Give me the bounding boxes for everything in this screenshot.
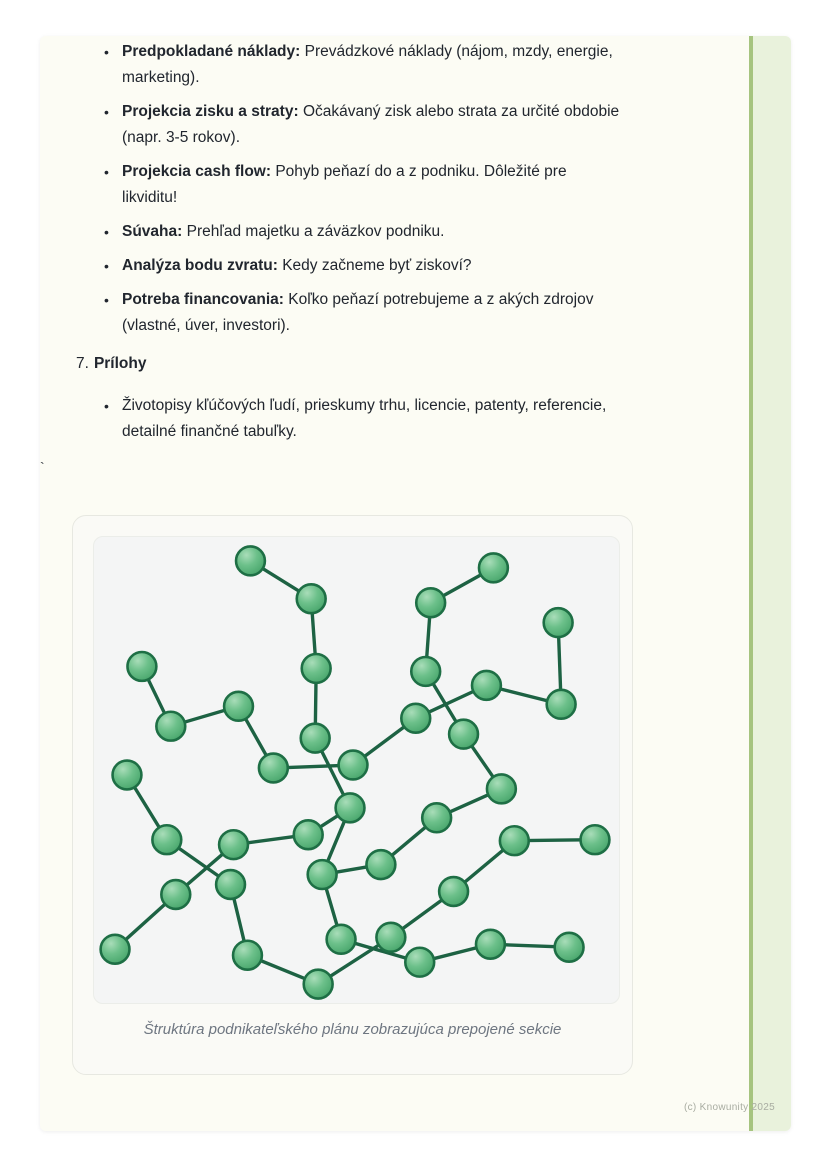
item-label: Analýza bodu zvratu: (122, 257, 278, 274)
bullet-dot: • (104, 398, 109, 414)
diagram-node (401, 704, 430, 733)
document-content (76, 39, 676, 453)
heading-number: 7. (76, 355, 89, 372)
item-label: Predpokladané náklady: (122, 43, 301, 60)
diagram-node (336, 793, 365, 822)
diagram-node (479, 553, 508, 582)
diagram-node (476, 930, 505, 959)
item-label: Projekcia zisku a straty: (122, 103, 299, 120)
diagram-node (233, 941, 262, 970)
item-text: Prevádzkové náklady (nájom, mzdy, energie, (304, 43, 613, 60)
heading-label: Prílohy (93, 355, 147, 372)
diagram-node (156, 712, 185, 741)
list-item (76, 287, 676, 339)
network-diagram (94, 537, 619, 1003)
diagram-node (236, 546, 265, 575)
document-page (40, 36, 791, 1131)
diagram-node (216, 870, 245, 899)
diagram-node (366, 850, 395, 879)
list-item (76, 39, 676, 91)
item-text-line2: (vlastné, úver, investori). (122, 317, 290, 334)
list-item (76, 393, 676, 445)
item-text: Prehľad majetku a záväzkov podniku. (186, 223, 445, 240)
diagram-node (161, 880, 190, 909)
diagram-node (327, 925, 356, 954)
diagram-node (224, 692, 253, 721)
item-text: Očakávaný zisk alebo strata za určité obdobie (302, 103, 620, 120)
diagram-node (472, 671, 501, 700)
diagram-node (113, 761, 142, 790)
diagram-node (339, 751, 368, 780)
bullet-dot: • (104, 224, 109, 240)
figure-caption: Štruktúra podnikateľského plánu zobrazujúca prepojené sekcie (143, 1021, 562, 1038)
diagram-node (259, 754, 288, 783)
list-item (76, 159, 676, 211)
figure-card (72, 515, 633, 1075)
diagram-node (544, 608, 573, 637)
list-item (76, 219, 676, 245)
diagram-node (294, 820, 323, 849)
diagram-nodes (101, 546, 610, 998)
bullet-dot: • (104, 164, 109, 180)
diagram-node (422, 803, 451, 832)
diagram-node (219, 830, 248, 859)
list-item (76, 99, 676, 151)
diagram-node (411, 657, 440, 686)
item-text: Životopisy kľúčových ľudí, prieskumy trhu, licencie, patenty, referencie, (122, 397, 607, 414)
diagram-node (500, 826, 529, 855)
item-label: Súvaha: (122, 223, 183, 240)
item-text-line2: marketing). (122, 69, 200, 86)
numbered-heading (76, 351, 676, 377)
diagram-node (101, 935, 130, 964)
copyright-note: (c) Knowunity 2025 (683, 1102, 775, 1113)
figure-image-panel (93, 536, 620, 1004)
item-label: Projekcia cash flow: (122, 163, 272, 180)
bullet-dot: • (104, 258, 109, 274)
item-text: Pohyb peňazí do a z podniku. Dôležité pre (275, 163, 567, 180)
item-text-line2: detailné finančné tabuľky. (122, 423, 297, 440)
diagram-node (308, 860, 337, 889)
diagram-node (405, 948, 434, 977)
diagram-node (449, 720, 478, 749)
item-text: Kedy začneme byť ziskoví? (282, 257, 472, 274)
diagram-node (297, 584, 326, 613)
item-text-line2: (napr. 3-5 rokov). (122, 129, 241, 146)
diagram-node (487, 774, 516, 803)
bullet-dot: • (104, 104, 109, 120)
diagram-node (152, 825, 181, 854)
diagram-node (439, 877, 468, 906)
diagram-node (304, 970, 333, 999)
bullet-list (76, 39, 676, 339)
item-label: Potreba financovania: (122, 291, 284, 308)
diagram-node (416, 588, 445, 617)
diagram-node (376, 923, 405, 952)
item-text-line2: likviditu! (122, 189, 178, 206)
diagram-node (547, 690, 576, 719)
diagram-node (127, 652, 156, 681)
appendix-bullet-list (76, 393, 676, 445)
diagram-node (555, 933, 584, 962)
stray-backtick: ` (40, 459, 45, 475)
diagram-node (301, 724, 330, 753)
list-item (76, 253, 676, 279)
page-edge-green-band (753, 36, 791, 1131)
page-edge-green-line (749, 36, 753, 1131)
bullet-dot: • (104, 292, 109, 308)
bullet-dot: • (104, 44, 109, 60)
diagram-node (302, 654, 331, 683)
item-text: Koľko peňazí potrebujeme a z akých zdrojov (288, 291, 594, 308)
diagram-node (581, 825, 610, 854)
